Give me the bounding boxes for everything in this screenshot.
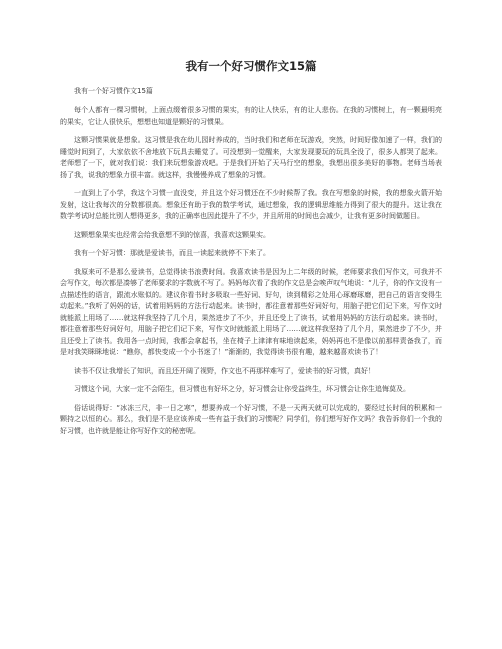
paragraph-9: 俗话说得好：“冰冻三尺，非一日之寒”，想要养成一个好习惯，不是一天两天就可以完成的，要经过长时间的积累和一颗持之以恒的心。那么，我们是不是应该养成一些有益于我们的习惯呢？同学们，你们想写好作文吗？我告诉你们一个我的好习惯，也许就是能让你写好作文的秘密呢。 bbox=[60, 403, 442, 435]
paragraph-7: 读书不仅让我增长了知识，而且还开阔了视野，作文也不再那样难写了，爱读书的好习惯，真好！ bbox=[74, 366, 375, 375]
page-title: 我有一个好习惯作文15篇 bbox=[185, 59, 317, 73]
paragraph-4: 这颗想象果实也经常会给我意想不到的惊喜，我喜欢这颗果实。 bbox=[74, 230, 270, 239]
document-subtitle: 我有一个好习惯作文15篇 bbox=[74, 87, 153, 95]
paragraph-8: 习惯这个词，大家一定不会陌生，但习惯也有好坏之分，好习惯会让你受益终生，坏习惯会让你生追悔莫及。 bbox=[74, 385, 410, 393]
paragraph-3: 一直到上了小学，我这个习惯一直没变，并且这个好习惯还在不少时候帮了我。我在写想象的时候，我的想象火箭开始发射，这让我每次的分数都很高。想象还有助于我的数学考试，通过想象，我的逻辑思维能力得到了很大的提升。这让我在数学考试时总能比别人想得更多，我的正确率也因此提升了不少，并且所用的时间也会减少，让我有更多时间做题目。 bbox=[60, 189, 442, 220]
paragraph-2: 这颗习惯果就是想象。这习惯是我在幼儿园时养成的，当时我们和老师在玩游戏，突然，时间好像加速了一样，我们的睡觉时间到了，大家依依不舍地放下玩具去睡觉了。可没想到一觉醒来，大家发现要玩的玩具全没了，很多人都哭了起来。老师想了一下，就对我们说：我们来玩想象游戏吧。于是我们开始了天马行空的想象，我想出很多美好的事物。老师当场表扬了我，说我的想象力很丰富。就这样，我慢慢养成了想象的习惯。 bbox=[60, 136, 442, 179]
paragraph-1: 每个人都有一棵习惯树，上面点缀着很多习惯的果实，有的让人快乐，有的让人悲伤。在我的习惯树上，有一颗最明亮的果实，它让人很快乐，想想也知道是颗好的习惯果。 bbox=[60, 106, 442, 126]
paragraph-6: 我原来可不是那么爱读书，总觉得读书浪费时间。我喜欢读书是因为上二年级的时候，老师要求我们写作文，可我并不会写作文，每次都是凑够了老师要求的字数就不写了。妈妈每次看了我的作文总是会唉声叹气地说：“儿子，你的作文没有一点描述性的语言，跟流水账似的。建议你看书时多吸取一些好词、好句，读到精彩之处用心琢磨琢磨，把自己的语言变得生动起来。”我听了妈妈的话，试着用妈妈的方法行动起来。读书时，都往意着那些好词好句，用脑子把它们记下来，写作文时就能派上用场了……就这样我坚持了几个月，果然进步了不少，并且还受上了读书，试着用妈妈的方法行动起来。读书时，都往意着那些好词好句，用脑子把它们记下来，写作文时就能派上用场了……就这样我坚持了几个月，果然进步了不少，并且还受上了读书。我用各一点时间，我都会拿起书，坐在椅子上津津有味地读起来，妈妈再也不是像以前那样责备我了，而是对我笑眯眯地说：“瞧你，都快变成一个小书迷了！”渐渐的，我觉得读书很有趣，越来越喜欢读书了！ bbox=[60, 267, 442, 356]
paragraph-5: 我有一个好习惯：那就是爱读书，而且一读起来就停不下来了。 bbox=[74, 249, 270, 257]
